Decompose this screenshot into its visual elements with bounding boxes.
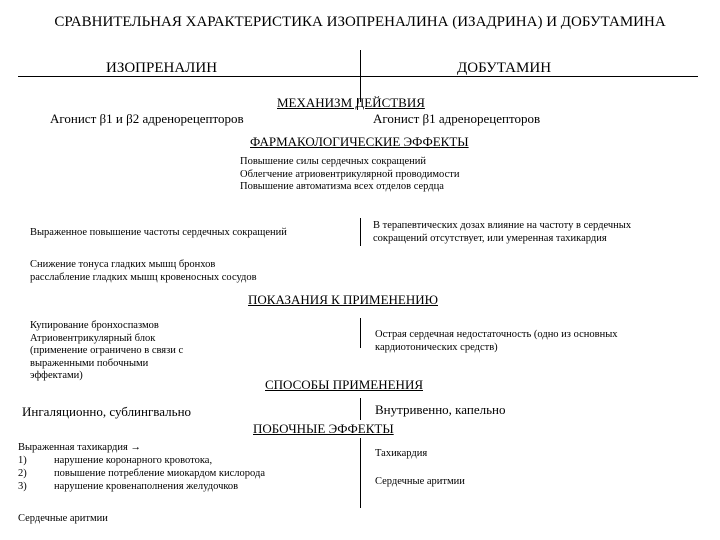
- list-item: 3) нарушение кровенаполнения желудочков: [18, 481, 239, 492]
- isoprenaline-usage: Ингаляционно, сублингвально: [22, 404, 192, 419]
- mechanism-heading: МЕХАНИЗМ ДЕЙСТВИЯ: [277, 95, 425, 110]
- dobutamine-indications: Острая сердечная недостаточность (одно из основных кардиотонических средств): [375, 329, 618, 353]
- tachycardia-intro: Выраженная тахикардия →: [18, 442, 141, 453]
- indications-heading: ПОКАЗАНИЯ К ПРИМЕНЕНИЮ: [248, 292, 439, 307]
- mechanism-dobutamine: Агонист β1 адренорецепторов: [373, 111, 541, 126]
- effects-heading: ФАРМАКОЛОГИЧЕСКИЕ ЭФФЕКТЫ: [250, 134, 469, 149]
- indications-divider: [360, 318, 361, 348]
- side-effects-divider: [360, 438, 361, 508]
- dobutamine-usage: Внутривенно, капельно: [375, 402, 506, 417]
- column-heading-isoprenaline: ИЗОПРЕНАЛИН: [106, 60, 218, 76]
- isoprenaline-smooth-muscle: Снижение тонуса гладких мышц бронхов расслабление гладких мышц кровеносных сосудов: [30, 259, 257, 283]
- common-effect-item: Облегчение атриовентрикулярной проводимости: [240, 168, 460, 180]
- column-heading-dobutamine: ДОБУТАМИН: [457, 60, 552, 76]
- dobutamine-arrhythmias: Сердечные аритмии: [375, 476, 465, 487]
- list-item: 1) нарушение коронарного кровотока,: [18, 455, 213, 466]
- usage-divider: [360, 398, 361, 420]
- common-effect-item: Повышение автоматизма всех отделов сердца: [240, 181, 444, 192]
- usage-heading: СПОСОБЫ ПРИМЕНЕНИЯ: [265, 377, 423, 392]
- common-effects-list: [240, 156, 459, 194]
- header-divider: [18, 76, 698, 77]
- dobutamine-tachycardia: Тахикардия: [375, 448, 428, 459]
- mechanism-isoprenaline: Агонист β1 и β2 адренорецепторов: [50, 111, 244, 126]
- list-item: 2) повышение потребление миокардом кислорода: [18, 468, 265, 479]
- tachycardia-consequences-list: [18, 454, 265, 493]
- isoprenaline-heart-rate: Выраженное повышение частоты сердечных сокращений: [30, 227, 287, 238]
- page-title: СРАВНИТЕЛЬНАЯ ХАРАКТЕРИСТИКА ИЗОПРЕНАЛИНА (ИЗАДРИНА) И ДОБУТАМИНА: [54, 14, 666, 30]
- isoprenaline-side-effects: [18, 441, 265, 493]
- effects-divider: [360, 218, 361, 246]
- dobutamine-heart-rate: В терапевтических дозах влияние на частоту в сердечных сокращений отсутствует, или умеренная тахикардия: [373, 220, 632, 244]
- common-effect-item: Повышение силы сердечных сокращений: [240, 156, 426, 167]
- isoprenaline-indications: Купирование бронхоспазмов Атриовентрикулярный блок (применение ограничено в связи с выраженными побочными эффектами): [30, 320, 184, 381]
- isoprenaline-arrhythmias: Сердечные аритмии: [18, 513, 108, 524]
- side-effects-heading: ПОБОЧНЫЕ ЭФФЕКТЫ: [253, 421, 394, 436]
